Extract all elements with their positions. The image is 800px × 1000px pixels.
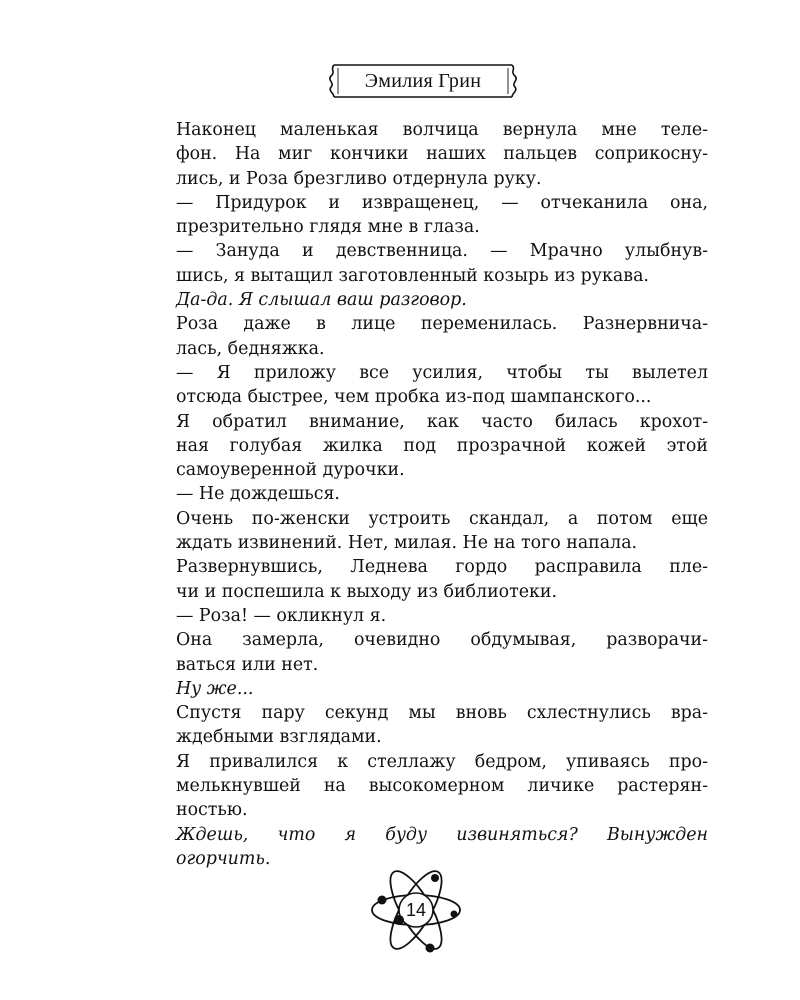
author-name: Эмилия Грин bbox=[364, 70, 482, 92]
paragraph-line: Наконец маленькая волчица вернула мне теле- bbox=[176, 120, 708, 140]
paragraph-line: шись, я вытащил заготовленный козырь из рукава. bbox=[176, 265, 649, 286]
paragraph-line: фон. На миг кончики наших пальцев соприкосну- bbox=[176, 144, 708, 165]
paragraph-line: Спустя пару секунд мы вновь схлестнулись вра- bbox=[176, 703, 708, 724]
paragraph-line: — Зануда и девственница. — Мрачно улыбнув- bbox=[176, 241, 708, 262]
body-text bbox=[176, 118, 708, 871]
paragraph-line: Она замерла, очевидно обдумывая, разворачи- bbox=[176, 630, 708, 651]
paragraph-line: ждебными взглядами. bbox=[176, 727, 382, 748]
paragraph-line: огорчить. bbox=[176, 848, 271, 869]
paragraph-line: лись, и Роза брезгливо отдернула руку. bbox=[176, 168, 542, 189]
page-footer bbox=[368, 862, 464, 958]
page-number: 14 bbox=[405, 900, 427, 920]
paragraph-line: чи и поспешила к выходу из библиотеки. bbox=[176, 581, 558, 602]
paragraph-line: — Я приложу все усилия, чтобы ты вылетел bbox=[176, 362, 708, 383]
paragraph-line: Очень по-женски устроить скандал, а потом еще bbox=[176, 508, 708, 529]
paragraph-line: ностью. bbox=[176, 800, 248, 821]
paragraph-line: Да-да. Я слышал ваш разговор. bbox=[176, 290, 467, 311]
paragraph-line: — Роза! — окликнул я. bbox=[176, 605, 387, 626]
paragraph-line: ная голубая жилка под прозрачной кожей этой bbox=[176, 435, 708, 456]
paragraph-line: самоуверенной дурочки. bbox=[176, 460, 405, 481]
paragraph-line: Развернувшись, Леднева гордо расправила пле- bbox=[176, 557, 708, 578]
paragraph-line: отсюда быстрее, чем пробка из-под шампанского... bbox=[176, 387, 652, 408]
paragraph-line: — Не дождешься. bbox=[176, 484, 340, 505]
paragraph-line: ваться или нет. bbox=[176, 654, 319, 675]
paragraph-line: мелькнувшей на высокомерном личике растерян- bbox=[176, 776, 708, 797]
paragraph-line: Я обратил внимание, как часто билась крохот- bbox=[176, 411, 708, 432]
paragraph-line: Роза даже в лице переменилась. Разнервнича- bbox=[176, 314, 708, 335]
paragraph-line: Ждешь, что я буду извиняться? Вынужден bbox=[176, 824, 708, 845]
paragraph-line: презрительно глядя мне в глаза. bbox=[176, 217, 480, 238]
paragraph-line: лась, бедняжка. bbox=[176, 338, 325, 359]
paragraph-line: ждать извинений. Нет, милая. Не на того напала. bbox=[176, 533, 638, 554]
running-header bbox=[326, 62, 520, 100]
paragraph-line: — Придурок и извращенец, — отчеканила она, bbox=[176, 192, 708, 213]
paragraph-line: Ну же... bbox=[176, 678, 254, 699]
paragraph-line: Я привалился к стеллажу бедром, упиваясь про- bbox=[176, 751, 708, 772]
